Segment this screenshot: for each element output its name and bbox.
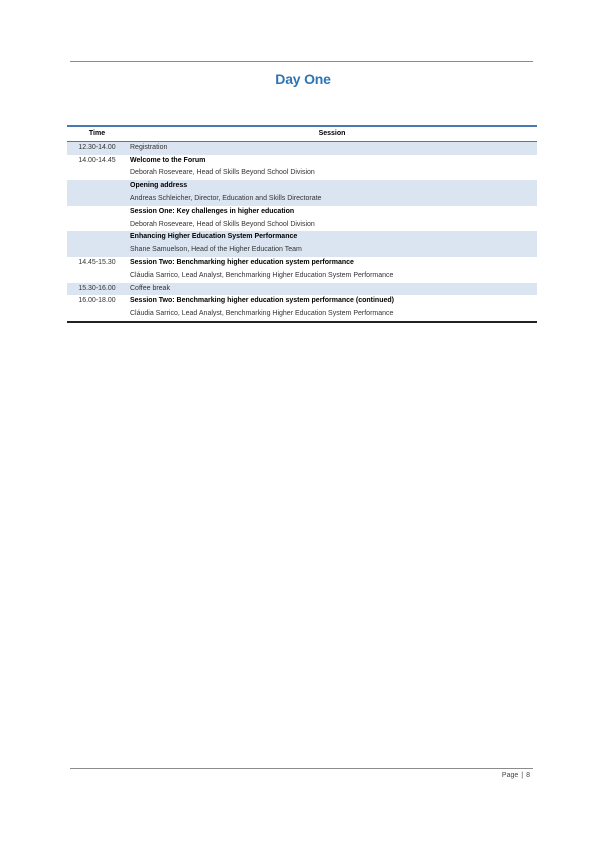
page-separator: | xyxy=(521,772,524,779)
row-time xyxy=(67,231,127,257)
table-row xyxy=(67,180,537,206)
table-row xyxy=(67,257,537,283)
schedule-table xyxy=(67,125,537,323)
footer-divider xyxy=(70,768,533,769)
table-row xyxy=(67,141,537,154)
header-divider xyxy=(70,61,533,62)
row-time: 12.30-14.00 xyxy=(67,141,127,154)
page-label: Page xyxy=(501,772,519,779)
session-speaker: Cláudia Sarrico, Lead Analyst, Benchmarking Higher Education System Performance xyxy=(130,310,394,318)
row-time: 14.45-15.30 xyxy=(78,258,116,266)
session-speaker: Shane Samuelson, Head of the Higher Education Team xyxy=(130,246,302,254)
session-speaker: Deborah Roseveare, Head of Skills Beyond School Division xyxy=(130,169,315,177)
session-description: Registration xyxy=(130,143,168,151)
row-session xyxy=(127,180,537,206)
table-row xyxy=(67,231,537,257)
column-header-session: Session xyxy=(127,126,537,141)
row-session xyxy=(127,295,537,322)
row-time: 16.00-18.00 xyxy=(67,295,127,322)
session-title: Session One: Key challenges in higher education xyxy=(130,207,295,215)
row-session xyxy=(127,141,537,154)
page-title: Day One xyxy=(275,71,331,87)
column-header-time: Time xyxy=(67,126,127,141)
session-title: Session Two: Benchmarking higher education system performance xyxy=(130,258,354,266)
row-time xyxy=(67,180,127,206)
row-session xyxy=(127,231,537,257)
row-session xyxy=(127,206,537,232)
row-time: 14.00-14.45 xyxy=(78,156,116,164)
table-row xyxy=(67,155,537,181)
table-row xyxy=(67,283,537,296)
row-session xyxy=(127,257,537,283)
table-header-row xyxy=(67,126,537,141)
session-title: Enhancing Higher Education System Performance xyxy=(130,233,298,241)
row-session xyxy=(127,155,537,181)
row-session xyxy=(127,283,537,296)
session-speaker: Deborah Roseveare, Head of Skills Beyond School Division xyxy=(130,220,315,228)
session-description: Coffee break xyxy=(130,284,170,292)
row-time: 15.30-16.00 xyxy=(67,283,127,296)
session-title: Welcome to the Forum xyxy=(130,156,206,164)
session-title: Session Two: Benchmarking higher education system performance (continued) xyxy=(130,297,394,305)
session-title: Opening address xyxy=(130,182,188,190)
table-row xyxy=(67,206,537,232)
page-number: 8 xyxy=(526,772,530,779)
table-row xyxy=(67,295,537,322)
session-speaker: Cláudia Sarrico, Lead Analyst, Benchmarking Higher Education System Performance xyxy=(130,271,394,279)
page-footer xyxy=(502,772,530,779)
row-time xyxy=(67,206,127,232)
session-speaker: Andreas Schleicher, Director, Education and Skills Directorate xyxy=(130,194,322,202)
